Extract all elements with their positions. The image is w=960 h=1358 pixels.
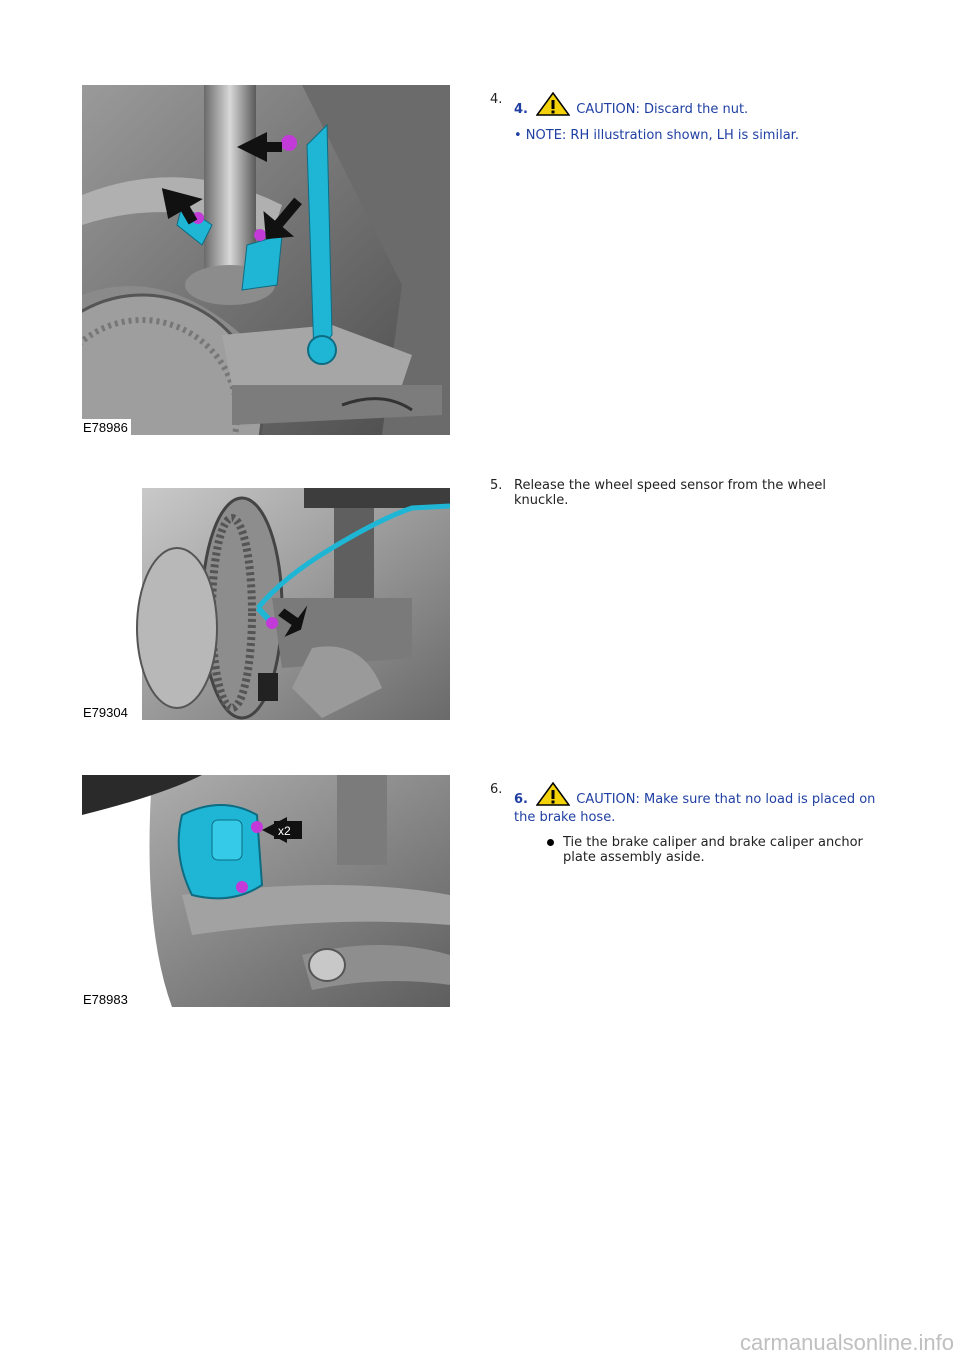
caution-text-line1: CAUTION: Make sure that no load is placed on: [576, 792, 876, 807]
step-number: 5.: [490, 478, 503, 493]
figure-3: [82, 775, 450, 1007]
warning-icon: [536, 92, 570, 120]
step-bold-number: 4.: [514, 102, 528, 117]
figure-1-illustration: [82, 85, 450, 435]
step-number: 6.: [490, 782, 503, 797]
warning-icon: [536, 782, 570, 810]
figure-2-illustration: [82, 488, 450, 720]
caution-text: CAUTION: Discard the nut.: [576, 102, 749, 117]
bolt-marker: [236, 881, 248, 893]
figure-label: E79304: [82, 704, 131, 720]
bullet-icon: [547, 839, 554, 846]
bullet-text-line1: Tie the brake caliper and brake caliper anchor: [563, 835, 863, 850]
step-text-line2: knuckle.: [514, 493, 569, 508]
bullet-text-line2: plate assembly aside.: [563, 850, 705, 865]
figure-1: [82, 85, 450, 435]
figure-2: [82, 488, 450, 720]
caution-text-line2: the brake hose.: [514, 810, 616, 825]
figure-label: E78986: [82, 419, 131, 435]
figure-label: E78983: [82, 991, 131, 1007]
step-text-line1: Release the wheel speed sensor from the wheel: [514, 478, 826, 493]
bolt-marker: [266, 617, 278, 629]
nut-marker: [281, 135, 297, 151]
step-bold-number: 6.: [514, 792, 528, 807]
note-text: • NOTE: RH illustration shown, LH is similar.: [514, 128, 799, 143]
figure-3-illustration: [82, 775, 450, 1007]
footer-watermark: carmanualsonline.info: [739, 1330, 954, 1355]
callout-label: x2: [278, 824, 291, 838]
bullet-item: [514, 835, 890, 865]
step-number: 4.: [490, 92, 503, 107]
bolt-marker: [251, 821, 263, 833]
nut-marker: [254, 229, 266, 241]
